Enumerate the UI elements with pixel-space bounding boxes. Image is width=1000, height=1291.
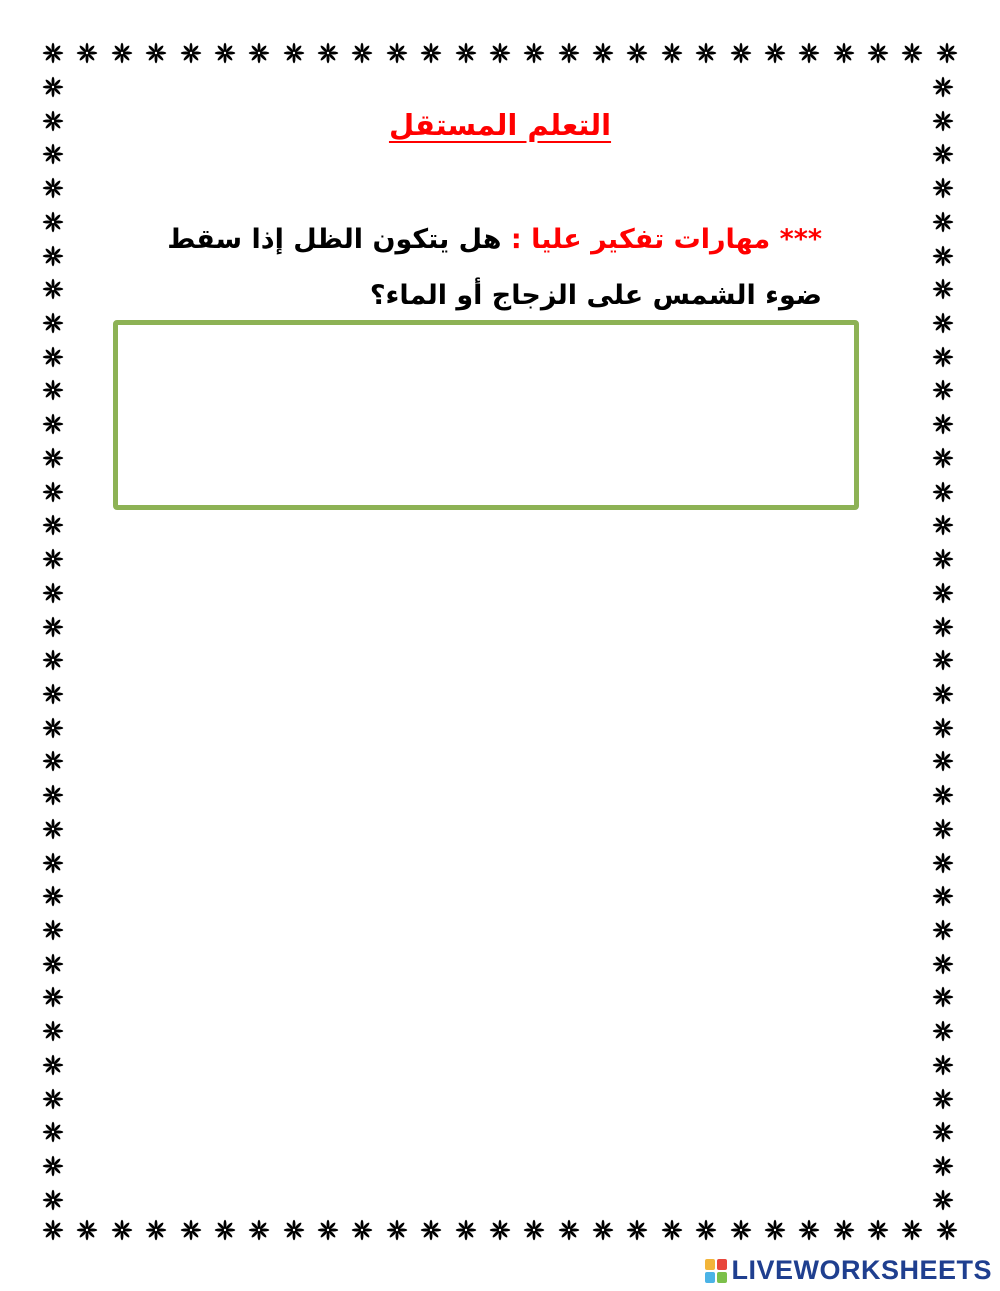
asterisk-flower-icon [932,784,954,806]
asterisk-flower-icon [901,1219,923,1241]
asterisk-flower-icon [523,42,545,64]
asterisk-flower-icon [798,1219,820,1241]
asterisk-flower-icon [42,1189,64,1211]
asterisk-flower-icon [932,413,954,435]
asterisk-flower-icon [42,447,64,469]
asterisk-flower-icon [932,481,954,503]
logo-text: LIVEWORKSHEETS [731,1255,992,1285]
asterisk-flower-icon [932,649,954,671]
question [120,212,822,324]
asterisk-flower-icon [932,312,954,334]
asterisk-flower-icon [932,379,954,401]
asterisk-flower-icon [523,1219,545,1241]
question-text: هل يتكون الظل إذا سقط ضوء الشمس على الزجاج أو الماء؟ [167,224,822,311]
asterisk-flower-icon [42,818,64,840]
asterisk-flower-icon [42,1219,64,1241]
asterisk-flower-icon [42,885,64,907]
asterisk-flower-icon [932,1020,954,1042]
asterisk-flower-icon [248,1219,270,1241]
asterisk-flower-icon [626,1219,648,1241]
asterisk-flower-icon [42,784,64,806]
asterisk-flower-icon [42,346,64,368]
asterisk-flower-icon [932,717,954,739]
asterisk-flower-icon [695,42,717,64]
asterisk-flower-icon [42,42,64,64]
asterisk-flower-icon [833,42,855,64]
asterisk-flower-icon [42,616,64,638]
asterisk-flower-icon [317,1219,339,1241]
asterisk-flower-icon [42,1088,64,1110]
asterisk-flower-icon [42,683,64,705]
asterisk-flower-icon [145,1219,167,1241]
asterisk-flower-icon [489,42,511,64]
asterisk-flower-icon [76,1219,98,1241]
asterisk-flower-icon [932,1189,954,1211]
asterisk-flower-icon [932,548,954,570]
border-bottom [42,1219,958,1243]
asterisk-flower-icon [42,852,64,874]
asterisk-flower-icon [661,1219,683,1241]
asterisk-flower-icon [42,953,64,975]
asterisk-flower-icon [42,1155,64,1177]
asterisk-flower-icon [592,1219,614,1241]
asterisk-flower-icon [42,750,64,772]
worksheet-title: التعلم المستقل [388,108,612,142]
asterisk-flower-icon [932,750,954,772]
asterisk-flower-icon [42,1121,64,1143]
asterisk-flower-icon [932,885,954,907]
liveworksheets-logo[interactable] [705,1255,992,1286]
asterisk-flower-icon [42,514,64,536]
asterisk-flower-icon [420,42,442,64]
asterisk-flower-icon [932,76,954,98]
asterisk-flower-icon [592,42,614,64]
asterisk-flower-icon [42,548,64,570]
asterisk-flower-icon [42,582,64,604]
asterisk-flower-icon [42,413,64,435]
asterisk-flower-icon [932,852,954,874]
asterisk-flower-icon [42,312,64,334]
asterisk-flower-icon [248,42,270,64]
border-right [932,76,956,1211]
asterisk-flower-icon [317,42,339,64]
asterisk-flower-icon [936,42,958,64]
asterisk-flower-icon [351,42,373,64]
asterisk-flower-icon [283,42,305,64]
asterisk-flower-icon [932,447,954,469]
asterisk-flower-icon [386,42,408,64]
asterisk-flower-icon [695,1219,717,1241]
asterisk-flower-icon [42,245,64,267]
asterisk-flower-icon [42,481,64,503]
asterisk-flower-icon [932,818,954,840]
asterisk-flower-icon [626,42,648,64]
asterisk-flower-icon [730,42,752,64]
asterisk-flower-icon [42,76,64,98]
asterisk-flower-icon [42,1020,64,1042]
asterisk-flower-icon [932,143,954,165]
asterisk-flower-icon [932,211,954,233]
asterisk-flower-icon [558,42,580,64]
asterisk-flower-icon [42,211,64,233]
asterisk-flower-icon [901,42,923,64]
asterisk-flower-icon [932,1054,954,1076]
asterisk-flower-icon [764,1219,786,1241]
asterisk-flower-icon [932,683,954,705]
asterisk-flower-icon [936,1219,958,1241]
asterisk-flower-icon [798,42,820,64]
asterisk-flower-icon [932,953,954,975]
asterisk-flower-icon [42,379,64,401]
answer-box[interactable] [113,320,859,510]
asterisk-flower-icon [867,42,889,64]
asterisk-flower-icon [932,986,954,1008]
asterisk-flower-icon [42,919,64,941]
asterisk-flower-icon [932,1155,954,1177]
asterisk-flower-icon [558,1219,580,1241]
asterisk-flower-icon [932,245,954,267]
asterisk-flower-icon [730,1219,752,1241]
asterisk-flower-icon [932,919,954,941]
asterisk-flower-icon [932,1088,954,1110]
asterisk-flower-icon [351,1219,373,1241]
asterisk-flower-icon [111,1219,133,1241]
asterisk-flower-icon [833,1219,855,1241]
asterisk-flower-icon [764,42,786,64]
asterisk-flower-icon [214,42,236,64]
border-top [42,42,958,66]
asterisk-flower-icon [76,42,98,64]
asterisk-flower-icon [489,1219,511,1241]
question-lead: *** مهارات تفكير عليا : [510,224,822,255]
asterisk-flower-icon [386,1219,408,1241]
liveworksheets-logo-icon [705,1259,727,1283]
asterisk-flower-icon [42,177,64,199]
asterisk-flower-icon [42,717,64,739]
asterisk-flower-icon [455,42,477,64]
asterisk-flower-icon [180,1219,202,1241]
asterisk-flower-icon [180,42,202,64]
asterisk-flower-icon [932,278,954,300]
border-left [42,76,66,1211]
asterisk-flower-icon [932,1121,954,1143]
asterisk-flower-icon [145,42,167,64]
asterisk-flower-icon [455,1219,477,1241]
asterisk-flower-icon [283,1219,305,1241]
asterisk-flower-icon [420,1219,442,1241]
asterisk-flower-icon [42,278,64,300]
asterisk-flower-icon [932,514,954,536]
asterisk-flower-icon [867,1219,889,1241]
asterisk-flower-icon [111,42,133,64]
asterisk-flower-icon [932,582,954,604]
asterisk-flower-icon [661,42,683,64]
asterisk-flower-icon [214,1219,236,1241]
asterisk-flower-icon [42,1054,64,1076]
asterisk-flower-icon [42,143,64,165]
asterisk-flower-icon [42,986,64,1008]
asterisk-flower-icon [932,346,954,368]
asterisk-flower-icon [42,649,64,671]
asterisk-flower-icon [932,616,954,638]
asterisk-flower-icon [932,177,954,199]
